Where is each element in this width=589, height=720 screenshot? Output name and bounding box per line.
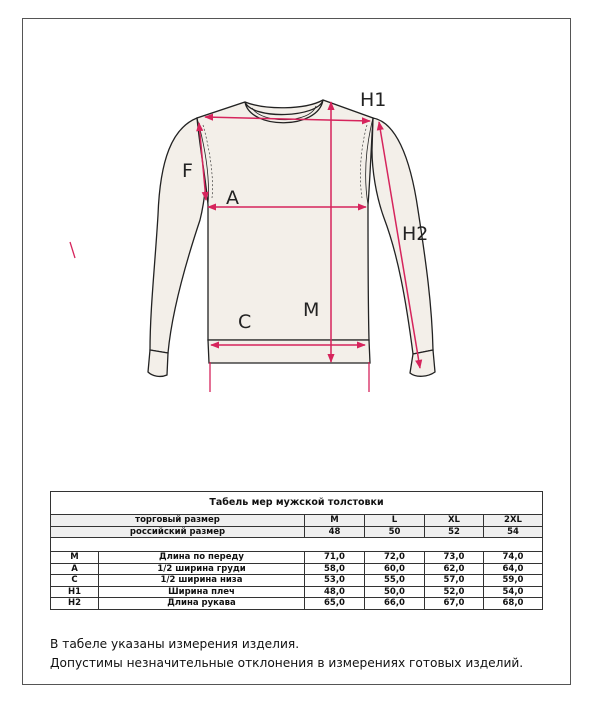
row-value: 73,0: [425, 552, 484, 564]
row-value: 53,0: [305, 575, 365, 587]
row-value: 65,0: [305, 598, 365, 610]
note-line-2: Допустимы незначительные отклонения в измерениях готовых изделий.: [50, 655, 524, 670]
row-value: 48,0: [305, 586, 365, 598]
row-value: 59,0: [484, 575, 543, 587]
row-value: 66,0: [365, 598, 425, 610]
hem-band: [208, 340, 370, 363]
russian-size-cell: 54: [484, 526, 543, 538]
row-value: 71,0: [305, 552, 365, 564]
table-row: [51, 598, 543, 610]
notes: [50, 635, 523, 672]
label-a: A: [226, 187, 239, 209]
row-value: 72,0: [365, 552, 425, 564]
garment-body: [197, 100, 373, 340]
label-c: C: [238, 311, 252, 333]
row-value: 52,0: [425, 586, 484, 598]
row-name: 1/2 ширина груди: [99, 563, 305, 575]
row-name: Ширина плеч: [99, 586, 305, 598]
russian-size-row: [51, 526, 543, 538]
trade-size-cell: 2XL: [484, 515, 543, 527]
trade-size-cell: XL: [425, 515, 484, 527]
label-h2: H2: [402, 223, 429, 245]
row-value: 54,0: [484, 586, 543, 598]
russian-size-label: российский размер: [51, 526, 305, 538]
row-value: 60,0: [365, 563, 425, 575]
row-code: H2: [51, 598, 99, 610]
row-value: 58,0: [305, 563, 365, 575]
left-sleeve: [150, 118, 207, 353]
russian-size-cell: 50: [365, 526, 425, 538]
table-row: [51, 563, 543, 575]
right-cuff: [410, 350, 435, 376]
note-line-1: В табеле указаны измерения изделия.: [50, 637, 300, 651]
russian-size-cell: 52: [425, 526, 484, 538]
table-row: [51, 575, 543, 587]
row-code: M: [51, 552, 99, 564]
row-value: 57,0: [425, 575, 484, 587]
row-value: 68,0: [484, 598, 543, 610]
trade-size-cell: L: [365, 515, 425, 527]
row-value: 64,0: [484, 563, 543, 575]
row-value: 55,0: [365, 575, 425, 587]
trade-size-cell: M: [305, 515, 365, 527]
row-name: Длина по переду: [99, 552, 305, 564]
label-m: M: [303, 299, 320, 321]
row-value: 62,0: [425, 563, 484, 575]
table-row: [51, 586, 543, 598]
label-f: F: [182, 160, 193, 182]
row-code: A: [51, 563, 99, 575]
trade-size-row: [51, 515, 543, 527]
trade-size-label: торговый размер: [51, 515, 305, 527]
table-spacer: [51, 538, 543, 552]
table-row: [51, 552, 543, 564]
row-value: 50,0: [365, 586, 425, 598]
row-value: 74,0: [484, 552, 543, 564]
label-h1: H1: [360, 89, 387, 111]
row-name: Длина рукава: [99, 598, 305, 610]
size-table: [50, 491, 542, 610]
row-code: H1: [51, 586, 99, 598]
row-name: 1/2 ширина низа: [99, 575, 305, 587]
russian-size-cell: 48: [305, 526, 365, 538]
left-cuff: [148, 350, 168, 376]
row-code: C: [51, 575, 99, 587]
stray-mark: [70, 242, 75, 258]
table-title: Табель мер мужской толстовки: [51, 492, 543, 515]
row-value: 67,0: [425, 598, 484, 610]
